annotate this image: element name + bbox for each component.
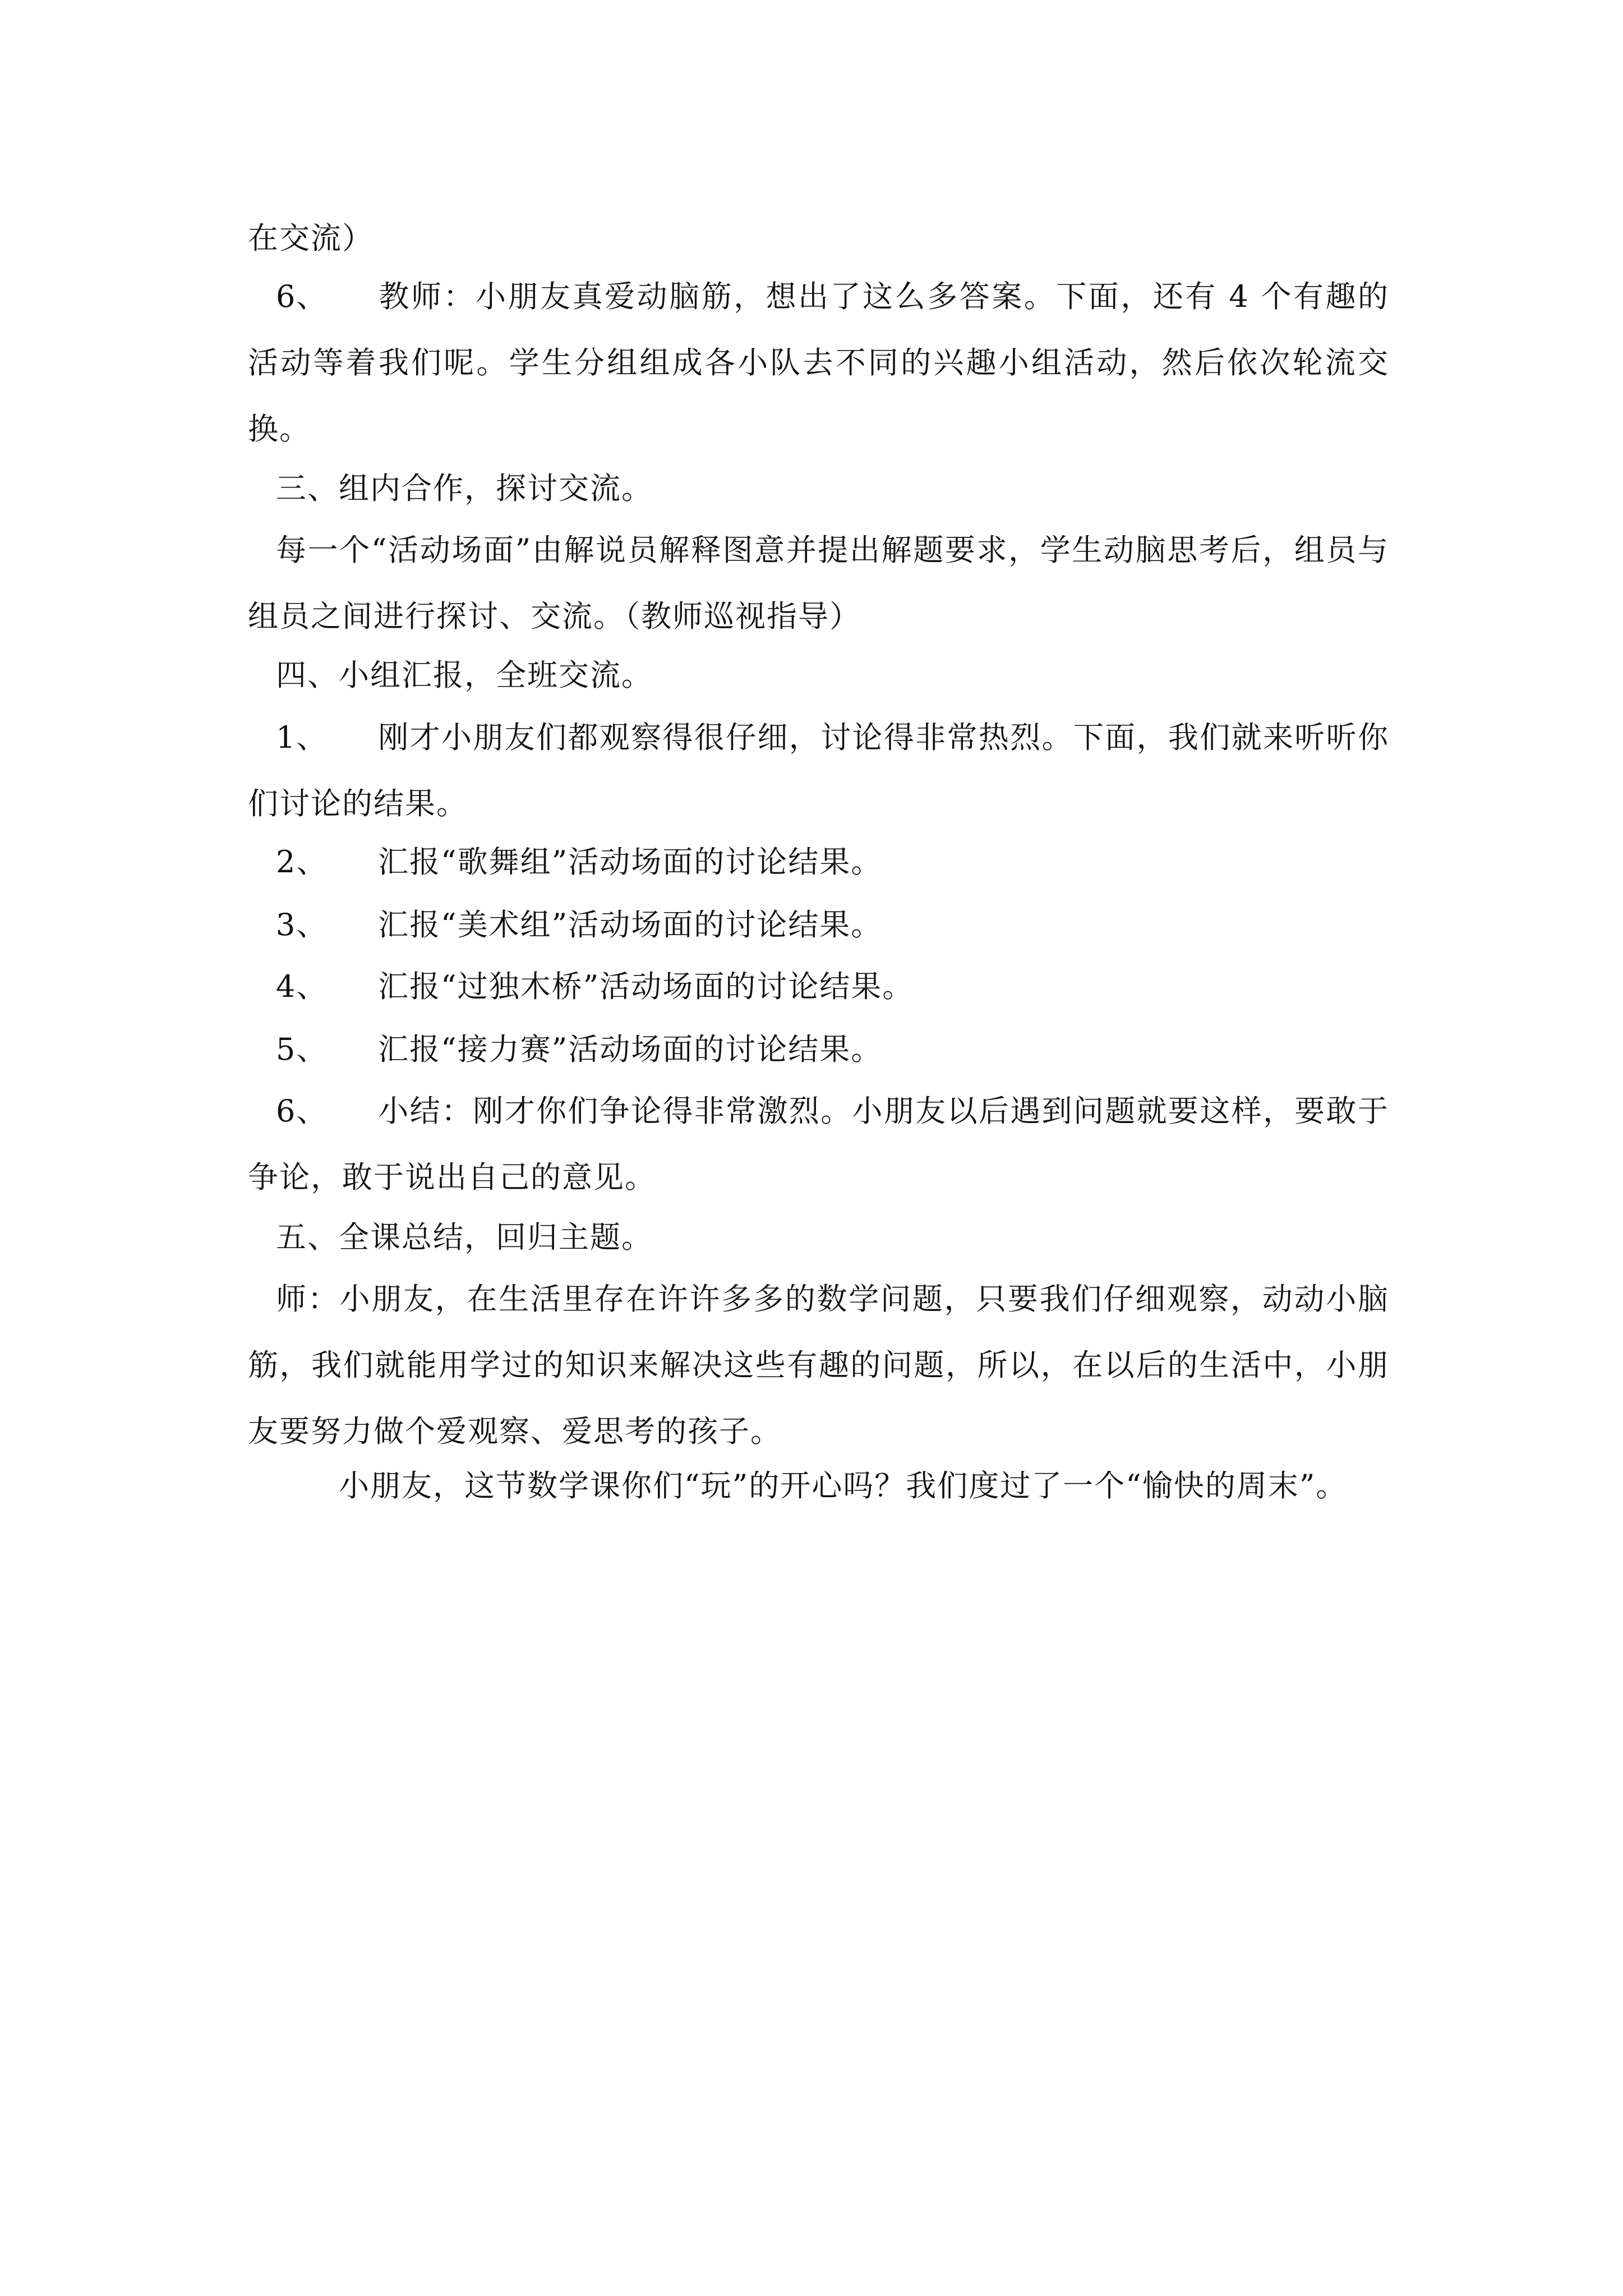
- heading-text: 五、全课总结，回归主题。: [276, 1220, 653, 1255]
- paragraph: [248, 1453, 1389, 1519]
- list-text: 小结：刚才你们争论得非常激烈。小朋友以后遇到问题就要这样，要敢于争论，敢于说出自己的意见。: [248, 1093, 1389, 1195]
- list-text: 汇报“接力赛”活动场面的讨论结果。: [378, 1032, 883, 1067]
- list-number: 4、: [276, 969, 328, 1004]
- list-number: 6、: [276, 1093, 328, 1129]
- list-number: 5、: [276, 1032, 328, 1067]
- paragraph-text: 师：小朋友，在生活里存在许许多多的数学问题，只要我们仔细观察，动动小脑筋，我们就能用学过的知识来解决这些有趣的问题，所以，在以后的生活中，小朋友要努力做个爱观察、爱思考的孩子。: [248, 1281, 1389, 1449]
- list-text: 汇报“歌舞组”活动场面的讨论结果。: [378, 844, 883, 880]
- list-item: [248, 829, 1389, 895]
- list-number: 6、: [276, 279, 328, 314]
- section-heading: [248, 642, 1389, 708]
- list-item: [248, 1016, 1389, 1083]
- list-item: [248, 892, 1389, 958]
- paragraph-text: 小朋友，这节数学课你们“玩”的开心吗？我们度过了一个“愉快的周末”。: [339, 1468, 1348, 1503]
- paragraph-continuation: [248, 205, 1389, 272]
- list-item: [248, 264, 1389, 462]
- list-text: 汇报“过独木桥”活动场面的讨论结果。: [378, 969, 914, 1004]
- section-heading: [248, 1204, 1389, 1271]
- list-item: [248, 1078, 1389, 1211]
- heading-text: 三、组内合作，探讨交流。: [276, 471, 653, 506]
- list-number: 1、: [276, 720, 328, 755]
- paragraph-text: 在交流）: [248, 220, 374, 256]
- paragraph: [248, 517, 1389, 650]
- list-number: 3、: [276, 907, 328, 942]
- list-item: [248, 705, 1389, 837]
- list-item: [248, 954, 1389, 1020]
- list-text: 教师：小朋友真爱动脑筋，想出了这么多答案。下面，还有 4 个有趣的活动等着我们呢。学生分组组成各小队去不同的兴趣小组活动，然后依次轮流交换。: [248, 279, 1389, 447]
- paragraph-text: 每一个“活动场面”由解说员解释图意并提出解题要求，学生动脑思考后，组员与组员之间进行探讨、交流。（教师巡视指导）: [248, 532, 1389, 634]
- heading-text: 四、小组汇报，全班交流。: [276, 657, 653, 693]
- list-number: 2、: [276, 844, 328, 880]
- list-text: 刚才小朋友们都观察得很仔细，讨论得非常热烈。下面，我们就来听听你们讨论的结果。: [248, 720, 1389, 821]
- list-text: 汇报“美术组”活动场面的讨论结果。: [378, 907, 883, 942]
- section-heading: [248, 455, 1389, 522]
- paragraph: [248, 1266, 1389, 1465]
